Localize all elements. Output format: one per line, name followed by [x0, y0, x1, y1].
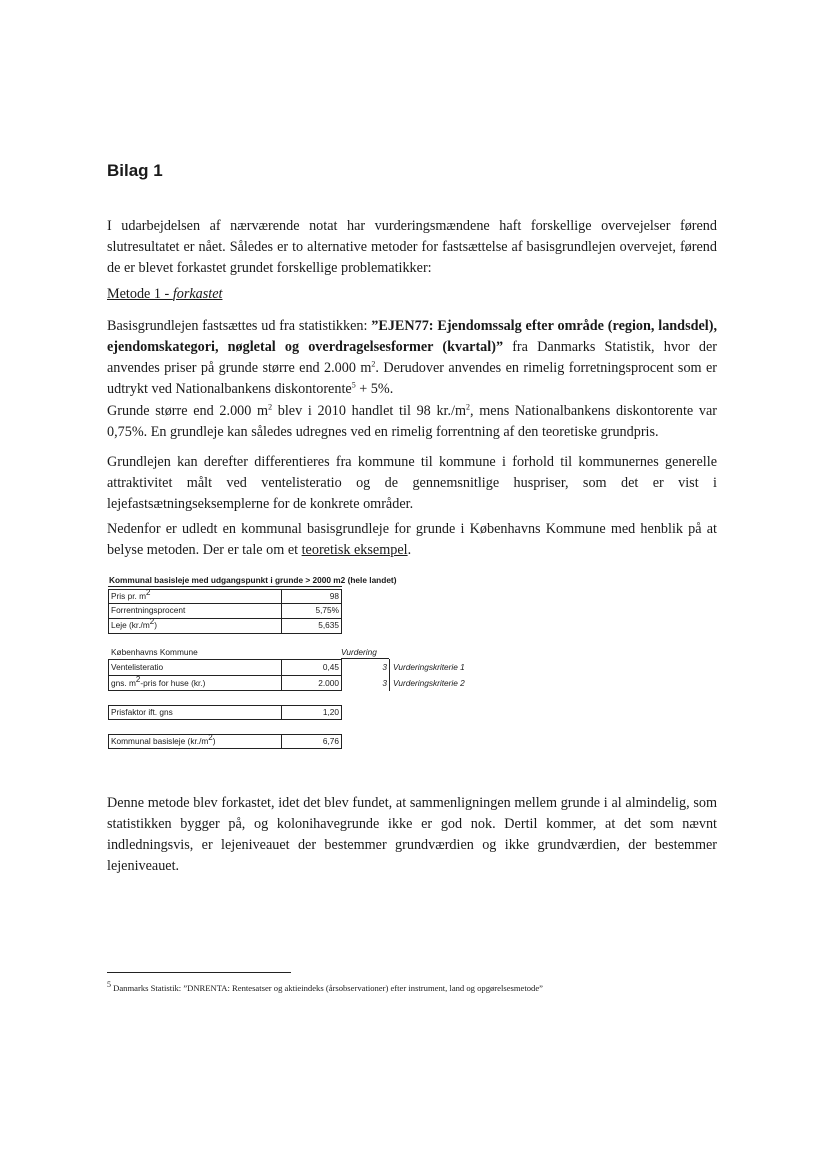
table-column-divider [281, 734, 282, 749]
theoretical-example-underlined: teoretisk eksempel [301, 542, 408, 558]
row-label-text: Pris pr. m [111, 591, 147, 601]
row-label-text: Ventelisteratio [111, 662, 164, 672]
result-label-text: Kommunal basisleje (kr./m [111, 736, 209, 746]
table-row-value: 5,75% [315, 605, 339, 615]
footnote-number: 5 [107, 980, 111, 990]
para2-superscript-2: 2 [466, 402, 471, 412]
method-heading-prefix: Metode 1 - [107, 286, 173, 302]
para1-superscript-1: 2 [371, 359, 376, 369]
table-row-value: 98 [329, 591, 339, 601]
para2-superscript-1: 2 [268, 402, 273, 412]
row-label-tail: -pris for huse (kr.) [140, 678, 206, 688]
page-title: Bilag 1 [107, 161, 163, 180]
vurdering-criterion: Vurderingskriterie 2 [393, 678, 465, 688]
table-row-label [111, 617, 157, 631]
vurdering-score: 3 [382, 662, 387, 672]
table-column-divider [281, 705, 282, 720]
para4-text-a: Nedenfor er udledt en kommunal basisgrundleje for grunde i Københavns Kommune med henblik på at belyse metoden. Der er tale om et [107, 521, 717, 558]
table-row-value: 5,635 [318, 620, 339, 630]
paragraph-differentiering: Grundlejen kan derefter differentieres fra kommune til kommune i forhold til kommunernes generelle attraktivitet målt ved ventelisteratio og de gennemsnitlige huspriser, som det er vist i lejefastsætningseksemplerne for de konkrete områder. [107, 454, 717, 512]
footnote-divider [107, 972, 291, 973]
row-label-text: gns. m [111, 678, 136, 688]
table-title: Kommunal basisleje med udgangspunkt i grunde > 2000 m2 (hele landet) [109, 575, 397, 585]
row-label-text: Leje (kr./m [111, 620, 150, 630]
para1-text-e: + 5%. [355, 381, 394, 397]
table-row-label [111, 675, 206, 689]
table-column-divider [281, 589, 282, 634]
vurdering-score: 3 [382, 678, 387, 688]
para4-text-b: . [407, 542, 412, 558]
row-label-superscript: 2 [146, 588, 151, 598]
table-row-label [111, 588, 151, 602]
para1-statistic-name: ”EJEN77: Ejendomssalg efter område (region, landsdel), ejendomskategori, nøgletal og overdragelsesformer (kvartal)” [107, 318, 717, 355]
table-title-underline [108, 586, 342, 587]
table-row-divider [108, 618, 342, 619]
table-row-label [111, 662, 163, 673]
para2-text-a: Grunde større end 2.000 m [107, 403, 269, 419]
paragraph-basisgrundleje [107, 316, 717, 400]
para2-text-c: , mens Nationalbankens diskontorente var 0,75%. En grundleje kan således udregnes ved en rimelig forrentning af den teoretiske grundpris. [107, 403, 717, 440]
intro-paragraph: I udarbejdelsen af nærværende notat har vurderingsmændene haft forskellige overvejelser førend slutresultatet er nået. Således er to alternative metoder for fastsættelse af basisgrundlejen overvejet, førend de er blevet forkastet grundet forskellige problematikker: [107, 218, 717, 276]
footnote-reference: 5 [351, 380, 356, 390]
prisfaktor-label: Prisfaktor ift. gns [111, 707, 173, 717]
para2-text-b: blev i 2010 handlet til 98 kr./m [272, 403, 467, 419]
para1-text-c: fra Danmarks Statistik, hvor der anvendes priser på grunde større end 2.000 m [107, 339, 718, 376]
prisfaktor-value: 1,20 [322, 707, 339, 717]
section-label: Københavns Kommune [111, 647, 198, 657]
row-label-tail: ) [154, 620, 157, 630]
row-label-superscript: 2 [135, 675, 141, 685]
paragraph-forkastet: Denne metode blev forkastet, idet det blev fundet, at sammenligningen mellem grunde i al almindelig, som statistikken bygger på, og kolonihavegrunde ikke er god nok. Dertil kommer, at det som nævnt indledningsvis, er lejeniveauet der bestemmer grundværdien og ikke grundværdien, der bestemmer lejeniveauet. [107, 795, 717, 874]
row-label-text: Forrentningsprocent [111, 605, 186, 615]
para1-text-a: Basisgrundlejen fastsættes ud fra statistikken: [107, 318, 372, 334]
vurdering-criterion: Vurderingskriterie 1 [393, 662, 465, 672]
result-label-tail: ) [212, 736, 216, 746]
row-label-superscript: 2 [149, 617, 155, 627]
footnote [107, 980, 543, 993]
result-label-superscript: 2 [208, 733, 213, 743]
method-heading [107, 286, 222, 303]
method-heading-italic: forkastet [172, 286, 223, 302]
table-row-value: 2.000 [318, 678, 339, 688]
table-row-label [111, 605, 185, 616]
vurdering-underline [341, 658, 389, 659]
para1-text-d: . Derudover anvendes en rimelig forretningsprocent som er udtrykt ved Nationalbankens diskontorente [107, 360, 717, 397]
vurdering-label: Vurdering [341, 647, 377, 657]
table-row-divider [108, 675, 342, 676]
result-label [111, 733, 216, 747]
paragraph-grunde [107, 401, 717, 443]
result-value: 6,76 [322, 736, 339, 746]
table-row-value: 0,45 [322, 662, 339, 672]
table-row-divider [108, 603, 342, 604]
vurdering-column-divider [389, 659, 390, 691]
paragraph-eksempel [107, 519, 717, 561]
footnote-text: Danmarks Statistik: ”DNRENTA: Rentesatser og aktieindeks (årsobservationer) efter instrument, land og opgørelsesmetode” [111, 983, 543, 993]
